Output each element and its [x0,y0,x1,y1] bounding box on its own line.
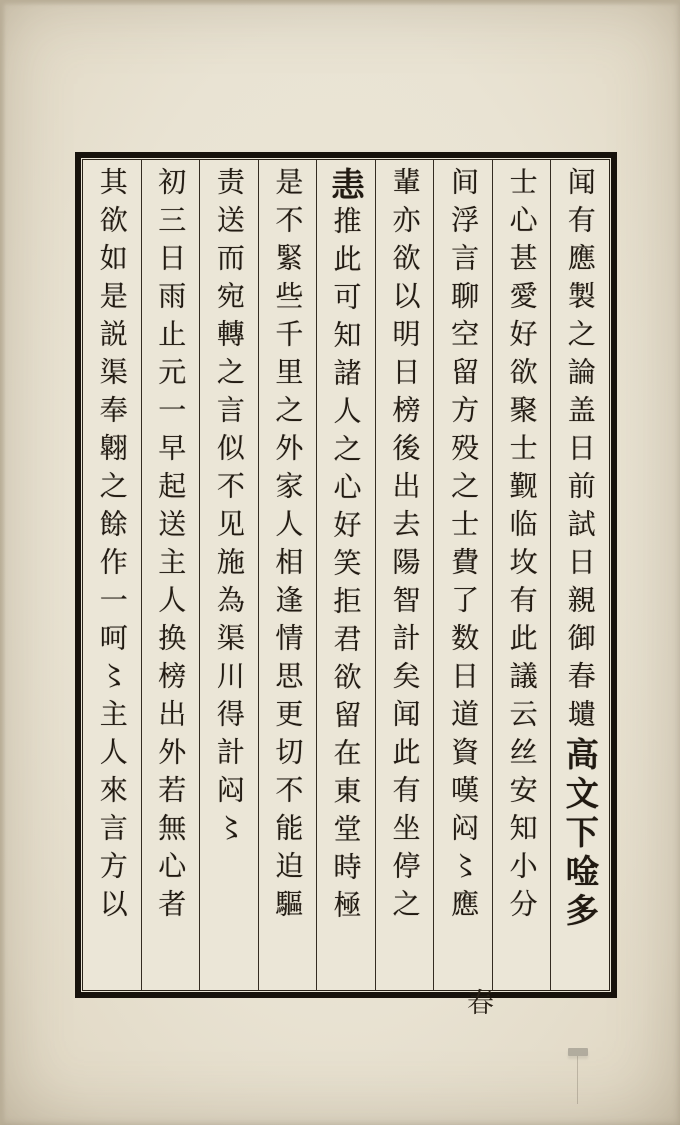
column-text-emphasis: 高文下唫多 [560,737,600,932]
column-1-text-flow [560,167,600,932]
text-frame-border [75,152,617,998]
column-text: 推此可知諸人之心好笑拒君欲留在東堂時極 [329,206,363,928]
paper-edge-shading-top [0,0,680,6]
text-column-7 [199,160,258,990]
text-column-5 [316,160,375,990]
text-frame-inner [82,159,610,991]
column-text-emphasis: 恚 [326,167,366,206]
column-text: 輩亦欲以明日榜後出去陽智計矣闻此有坐停之 [388,167,422,927]
column-9-text-flow [95,167,129,927]
ink-smudge-mark [568,1048,588,1056]
column-text: 间浮言聊空留方殁之士費了数日道資嘆闷〻應 [447,167,481,927]
text-column-6 [258,160,317,990]
paper-edge-shading-left [0,0,6,1125]
text-column-2 [492,160,551,990]
text-column-1 [550,160,609,990]
column-text: 士心甚愛好欲聚士觐临坆有此議云丝安知小分 [505,167,539,927]
column-8-text-flow [154,167,188,927]
column-text: 初三日雨止元一早起送主人换榜出外若無心者 [154,167,188,927]
column-7-text-flow [212,167,246,851]
column-2-text-flow [505,167,539,927]
text-column-3 [433,160,492,990]
text-column-9 [83,160,141,990]
column-5-text-flow [326,167,366,928]
column-text: 其欲如是説渠奉翺之餘作一呵〻主人來言方以 [95,167,129,927]
column-4-text-flow [388,167,422,927]
paper-crease-line [577,1056,578,1104]
text-column-4 [375,160,434,990]
column-text: 责送而宛轉之言似不见施為渠川得計闷〻 [212,167,246,851]
column-text: 是不緊些千里之外家人相逢情思更切不能迫驅 [271,167,305,927]
text-column-8 [141,160,200,990]
column-3-text-flow [447,167,481,927]
catchword-character: 春 [462,988,493,1015]
column-text: 闻有應製之論盖日前試日親御春壝 [563,167,597,737]
column-6-text-flow [271,167,305,927]
